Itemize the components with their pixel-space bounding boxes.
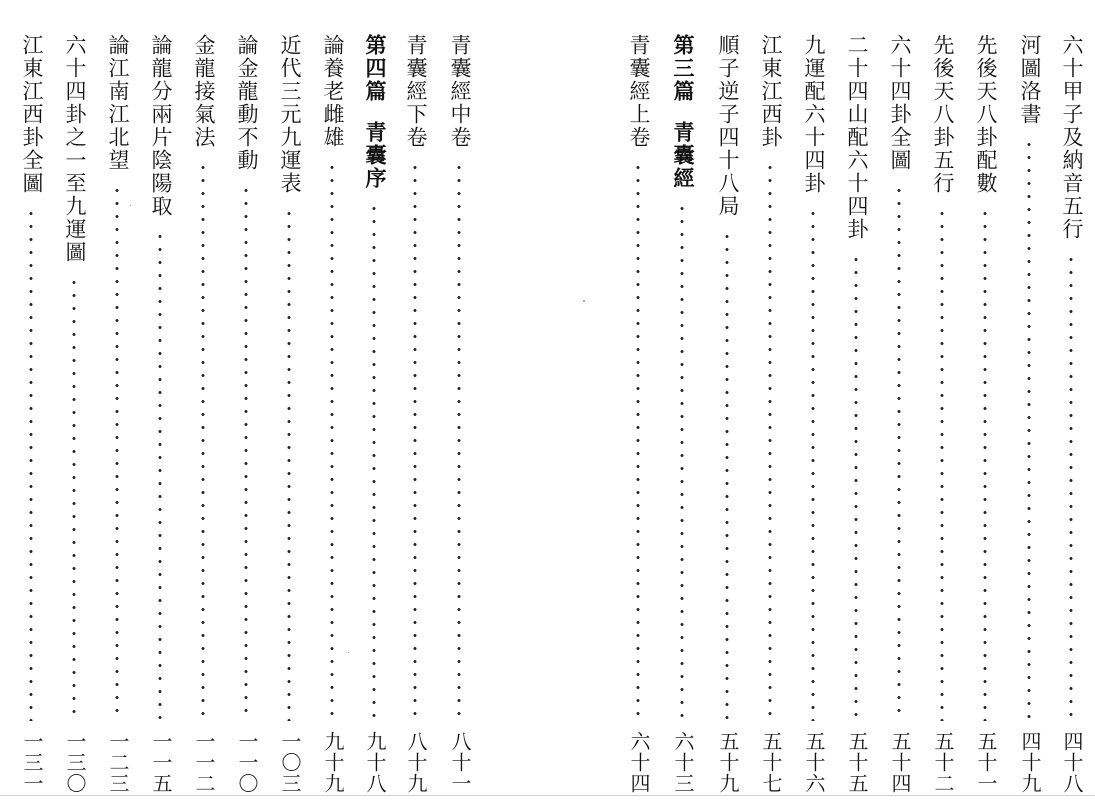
page-number: 五十四 bbox=[888, 731, 912, 794]
dot-leader bbox=[413, 161, 417, 721]
entry-title: 金龍接氣法 bbox=[192, 34, 216, 149]
toc-entry bbox=[141, 30, 181, 800]
page-number: 一一〇 bbox=[235, 731, 259, 794]
entry-title: 論龍分兩片陰陽取 bbox=[149, 34, 173, 218]
page-number: 九十八 bbox=[363, 731, 387, 794]
entry-title: 六十四卦全圖 bbox=[888, 34, 912, 172]
dot-leader bbox=[768, 161, 772, 721]
entry-title: 青囊經下卷 bbox=[404, 34, 428, 149]
dot-leader bbox=[636, 161, 640, 721]
dot-leader bbox=[29, 207, 33, 721]
dot-leader bbox=[201, 161, 205, 721]
section-number: 第三篇 bbox=[671, 34, 696, 103]
page-number: 四十八 bbox=[1060, 731, 1084, 794]
dot-leader bbox=[372, 202, 376, 721]
scan-speck bbox=[348, 652, 349, 653]
toc-entry bbox=[355, 30, 395, 800]
page-number: 五十二 bbox=[931, 731, 955, 794]
bottom-rule bbox=[0, 795, 1095, 796]
dot-leader bbox=[287, 207, 291, 721]
entry-title: 二十四山配六十四卦 bbox=[845, 34, 869, 241]
page-number: 八十一 bbox=[448, 731, 472, 794]
entry-title: 青囊經上卷 bbox=[627, 34, 651, 149]
dot-leader bbox=[115, 184, 119, 721]
toc-entry bbox=[12, 30, 52, 800]
dot-leader bbox=[725, 230, 729, 721]
right-page bbox=[550, 0, 1095, 799]
dot-leader bbox=[330, 161, 334, 721]
section-number: 第四篇 bbox=[363, 34, 388, 103]
dot-leader bbox=[72, 276, 76, 721]
toc-entry bbox=[966, 30, 1006, 800]
toc-entry bbox=[837, 30, 877, 800]
page-number: 五十六 bbox=[802, 731, 826, 794]
dot-leader bbox=[457, 161, 461, 721]
entry-title: 六十四卦之一至九運圖 bbox=[63, 34, 87, 264]
entry-title: 先後天八卦配數 bbox=[974, 34, 998, 195]
page-number: 五十九 bbox=[716, 731, 740, 794]
dot-leader bbox=[1069, 253, 1073, 721]
toc-entry bbox=[923, 30, 963, 800]
toc-entry bbox=[619, 30, 659, 800]
entry-title: 論金龍動不動 bbox=[235, 34, 259, 172]
entry-title: 順子逆子四十八局 bbox=[716, 34, 740, 218]
page-number: 八十九 bbox=[404, 731, 428, 794]
dot-leader bbox=[811, 207, 815, 721]
section-heading bbox=[663, 34, 703, 190]
page-number: 一二三 bbox=[106, 731, 130, 794]
page-number: 一一五 bbox=[149, 731, 173, 794]
page-number: 一三〇 bbox=[63, 731, 87, 794]
toc-entry bbox=[1052, 30, 1092, 800]
toc-entry bbox=[270, 30, 310, 800]
section-name: 青囊序 bbox=[363, 121, 388, 190]
page-number: 五十七 bbox=[759, 731, 783, 794]
toc-entry bbox=[227, 30, 267, 800]
toc-entry bbox=[880, 30, 920, 800]
toc-entry bbox=[98, 30, 138, 800]
toc-entry bbox=[751, 30, 791, 800]
dot-leader bbox=[244, 184, 248, 721]
page-number: 九十九 bbox=[321, 731, 345, 794]
page-number: 一三一 bbox=[20, 731, 44, 794]
toc-entry bbox=[55, 30, 95, 800]
toc-entry bbox=[396, 30, 436, 800]
section-name: 青囊經 bbox=[671, 121, 696, 190]
dot-leader bbox=[897, 184, 901, 721]
page-number: 五十五 bbox=[845, 731, 869, 794]
dot-leader bbox=[1027, 138, 1031, 721]
page-number: 一〇三 bbox=[278, 731, 302, 794]
dot-leader bbox=[854, 253, 858, 721]
entry-title: 九運配六十四卦 bbox=[802, 34, 826, 195]
entry-title: 先後天八卦五行 bbox=[931, 34, 955, 195]
toc-entry bbox=[184, 30, 224, 800]
page-number: 六十四 bbox=[627, 731, 651, 794]
toc-entry bbox=[794, 30, 834, 800]
dot-leader bbox=[940, 207, 944, 721]
dot-leader bbox=[680, 202, 684, 721]
entry-title: 論養老雌雄 bbox=[321, 34, 345, 149]
page-number: 五十一 bbox=[974, 731, 998, 794]
toc-entry bbox=[1010, 30, 1050, 800]
entry-title: 青囊經中卷 bbox=[448, 34, 472, 149]
entry-title: 近代三元九運表 bbox=[278, 34, 302, 195]
entry-title: 江東江西卦 bbox=[759, 34, 783, 149]
entry-title: 江東江西卦全圖 bbox=[20, 34, 44, 195]
toc-entry bbox=[708, 30, 748, 800]
toc-entry bbox=[313, 30, 353, 800]
toc-entry bbox=[663, 30, 703, 800]
page-number: 六十三 bbox=[671, 731, 695, 794]
left-page bbox=[0, 0, 545, 799]
scan-speck bbox=[130, 205, 131, 206]
dot-leader bbox=[983, 207, 987, 721]
entry-title: 論江南江北望 bbox=[106, 34, 130, 172]
scan-speck bbox=[583, 300, 585, 302]
entry-title: 六十甲子及納音五行 bbox=[1060, 34, 1084, 241]
page-number: 四十九 bbox=[1018, 731, 1042, 794]
page-number: 一一二 bbox=[192, 731, 216, 794]
section-heading bbox=[355, 34, 395, 190]
entry-title: 河圖洛書 bbox=[1018, 34, 1042, 126]
dot-leader bbox=[158, 230, 162, 721]
toc-entry bbox=[440, 30, 480, 800]
